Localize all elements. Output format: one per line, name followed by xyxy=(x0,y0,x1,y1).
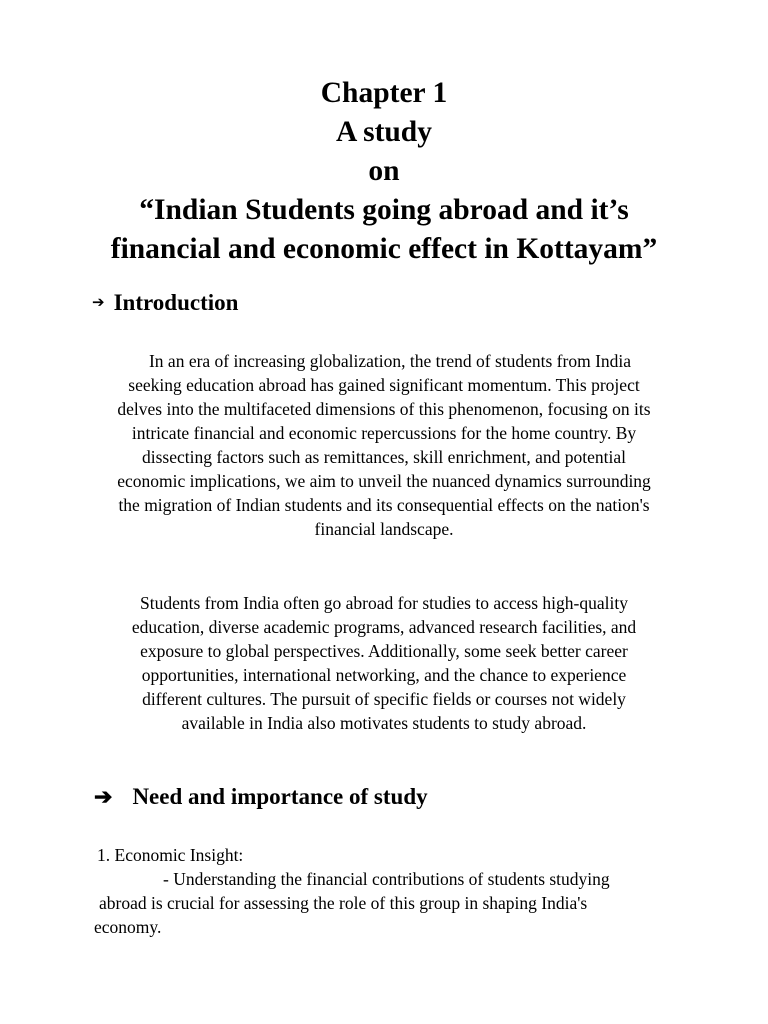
list-item-text-line: economy. xyxy=(94,917,162,937)
paragraph-line: economic implications, we aim to unveil the nuanced dynamics surrounding xyxy=(117,471,651,491)
introduction-heading-text: Introduction xyxy=(113,290,239,315)
title-topic-line-2: financial and economic effect in Kottayam” xyxy=(110,233,658,265)
arrow-right-icon: ➔ xyxy=(92,295,105,311)
paragraph-line: exposure to global perspectives. Additionally, some seek better career xyxy=(140,641,628,661)
title-on: on xyxy=(368,155,400,187)
chapter-title xyxy=(0,74,768,269)
arrow-right-icon: ➔ xyxy=(94,784,113,809)
introduction-heading xyxy=(92,289,238,317)
list-item-label: 1. Economic Insight: xyxy=(97,845,244,865)
need-importance-heading xyxy=(94,783,428,811)
paragraph-line: education, diverse academic programs, advanced research facilities, and xyxy=(131,617,637,637)
title-chapter-number: Chapter 1 xyxy=(320,77,448,109)
paragraph-line: different cultures. The pursuit of specific fields or courses not widely xyxy=(142,689,626,709)
introduction-paragraph-1 xyxy=(72,349,696,541)
paragraph-line: Students from India often go abroad for studies to access high-quality xyxy=(140,593,628,613)
introduction-paragraph-2 xyxy=(72,591,696,735)
title-a-study: A study xyxy=(336,116,432,148)
paragraph-line: opportunities, international networking, and the chance to experience xyxy=(141,665,627,685)
paragraph-line: available in India also motivates students to study abroad. xyxy=(181,713,587,733)
list-item-text-line: abroad is crucial for assessing the role of this group in shaping India's xyxy=(99,893,588,913)
paragraph-line: intricate financial and economic repercussions for the home country. By xyxy=(131,423,637,443)
paragraph-line: In an era of increasing globalization, the trend of students from India xyxy=(148,351,632,371)
paragraph-line: the migration of Indian students and its consequential effects on the nation's xyxy=(118,495,650,515)
need-importance-heading-text: Need and importance of study xyxy=(132,784,428,809)
paragraph-line: financial landscape. xyxy=(314,519,454,539)
title-topic-line-1: “Indian Students going abroad and it’s xyxy=(139,194,629,226)
paragraph-line: dissecting factors such as remittances, skill enrichment, and potential xyxy=(141,447,627,467)
paragraph-line: seeking education abroad has gained significant momentum. This project xyxy=(128,375,640,395)
list-item-text-line: - Understanding the financial contributions of students studying xyxy=(163,869,610,889)
paragraph-line: delves into the multifaceted dimensions of this phenomenon, focusing on its xyxy=(117,399,651,419)
